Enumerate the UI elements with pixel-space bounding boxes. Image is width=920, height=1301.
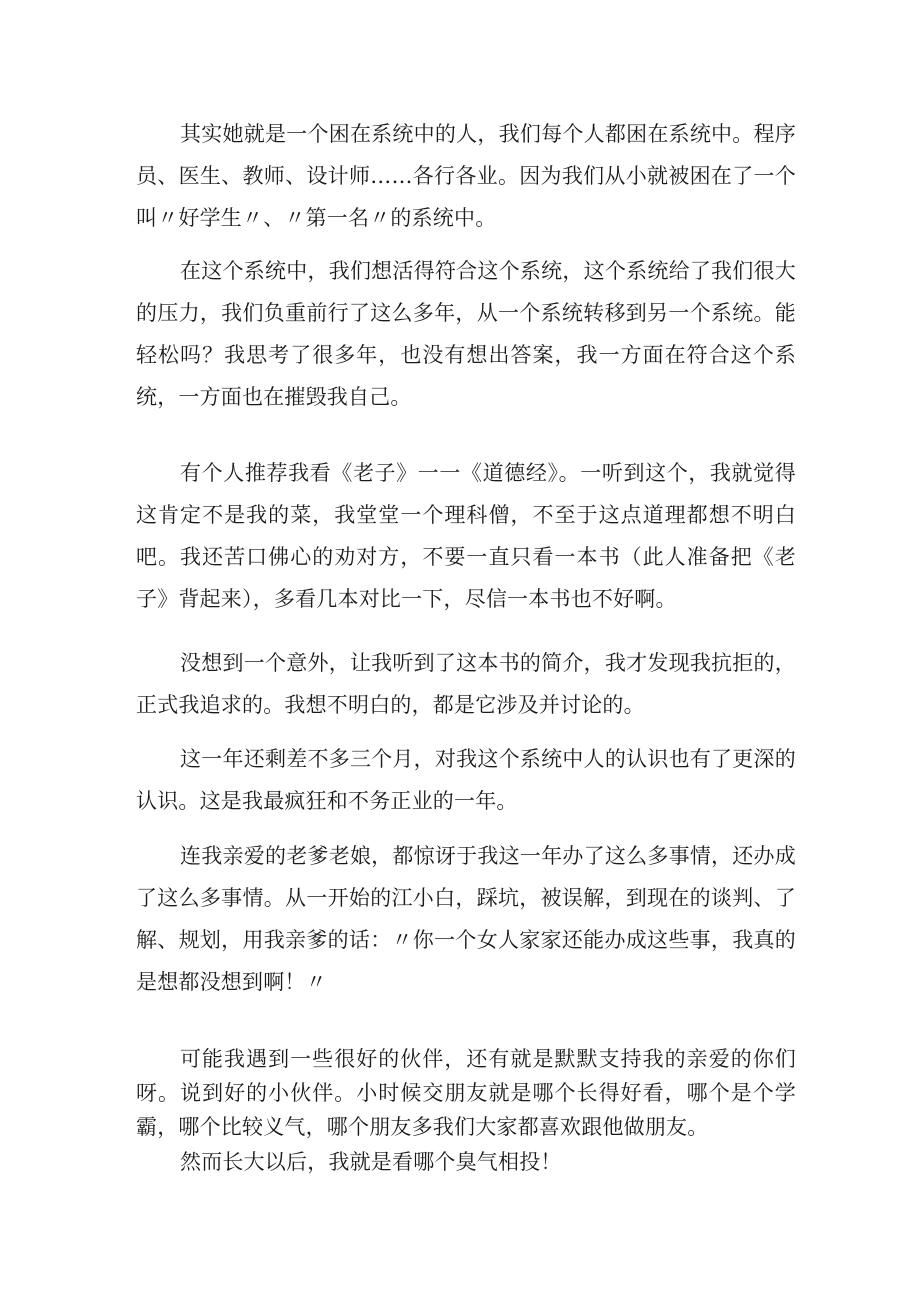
paragraph-5: 这一年还剩差不多三个月，对我这个系统中人的认识也有了更深的认识。这是我最疯狂和不务正业的一年。	[136, 747, 796, 813]
paragraph-8: 然而长大以后，我就是看哪个臭气相投！	[180, 1150, 562, 1174]
paragraph-2: 在这个系统中，我们想活得符合这个系统，这个系统给了我们很大的压力，我们负重前行了这么多年，从一个系统转移到另一个系统。能轻松吗？我思考了很多年，也没有想出答案，我一方面在符合这个系统，一方面也在摧毁我自己。	[136, 259, 796, 409]
paragraph-1: 其实她就是一个困在系统中的人，我们每个人都困在系统中。程序员、医生、教师、设计师……各行各业。因为我们从小就被困在了一个叫〃好学生〃、〃第一名〃的系统中。	[136, 122, 796, 230]
paragraph-4: 没想到一个意外，让我听到了这本书的简介，我才发现我抗拒的，正式我追求的。我想不明白的，都是它涉及并讨论的。	[136, 651, 796, 717]
paragraph-6: 连我亲爱的老爹老娘，都惊讶于我这一年办了这么多事情，还办成了这么多事情。从一开始的江小白，踩坑，被误解，到现在的谈判、了解、规划，用我亲爹的话：〃你一个女人家家还能办成这些事，我真的是想都没想到啊！〃	[136, 844, 796, 994]
paragraph-7: 可能我遇到一些很好的伙伴，还有就是默默支持我的亲爱的你们呀。说到好的小伙伴。小时候交朋友就是哪个长得好看，哪个是个学霸，哪个比较义气，哪个朋友多我们大家都喜欢跟他做朋友。	[136, 1047, 796, 1139]
paragraph-3: 有个人推荐我看《老子》一一《道德经》。一听到这个，我就觉得这肯定不是我的菜，我堂堂一个理科僧，不至于这点道理都想不明白吧。我还苦口佛心的劝对方，不要一直只看一本书（此人准备把《老子》背起来），多看几本对比一下，尽信一本书也不好啊。	[136, 461, 796, 611]
